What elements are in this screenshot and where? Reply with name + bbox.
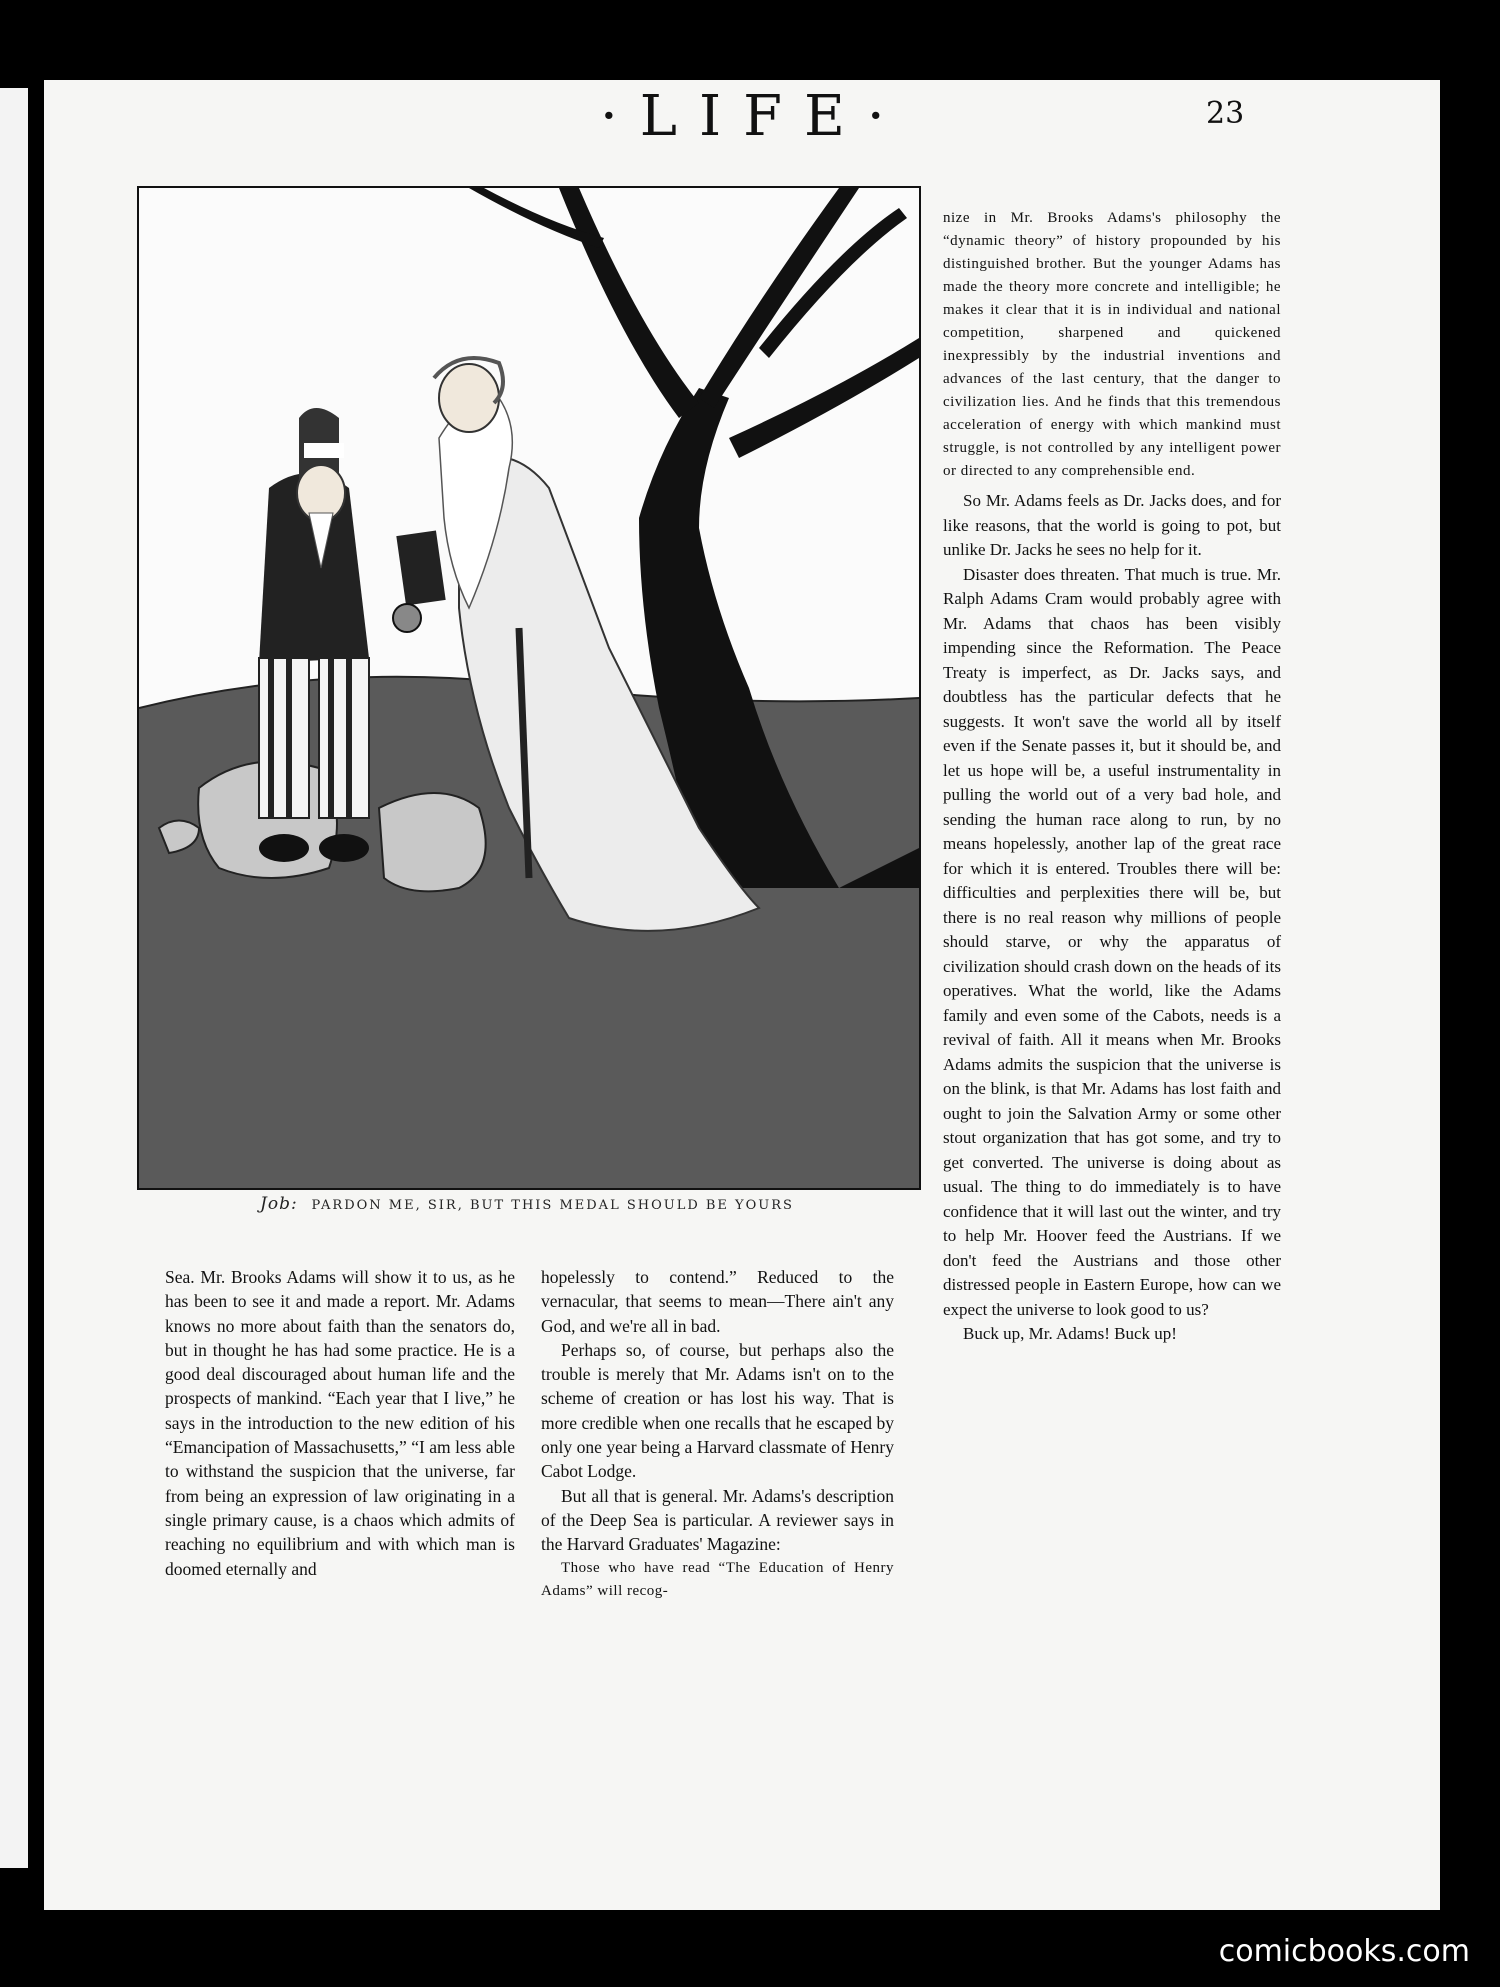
paragraph: But all that is general. Mr. Adams's description of the Deep Sea is particular. A reviewer says in the Harvard Graduates' Magazine: [541,1485,894,1555]
text-column-2 [541,1265,894,1603]
cartoon-drawing [139,188,919,1188]
paragraph: hopelessly to contend.” Reduced to the vernacular, that seems to mean—There ain't any God, and we're all in bad. [541,1267,894,1336]
paragraph: Disaster does threaten. That much is true. Mr. Ralph Adams Cram would probably agree with Mr. Adams that chaos has been visibly impending since the Reformation. The Peace Treaty is imperfect, as Dr. Jacks says, and doubtless has the particular defects that he suggests. It won't save the world all by itself even if the Senate passes it, but it should be, and let us hope will be, a useful instrumentality in pulling the world out of a very bad hole, and sending the human race along to run, by no means hopelessly, another lap of the great race for which it is entered. Troubles there will be: difficulties and perplexities there will be, but there is no real reason why millions of people should starve, or why the apparatus of civilization should crash down on the heads of its operatives. What the world, like the Adams family and even some of the Cabots, needs is a revival of faith. All it means when Mr. Brooks Adams admits the suspicion that the universe is on the blink, is that Mr. Adams has lost faith and ought to join the Salvation Army or some other stout organization that has got some, and try to get converted. The universe is doing about as usual. The thing to do immediately is to have confidence that it will last out the winter, and try to help Mr. Hoover feed the Austrians. If we don't feed the Austrians and those other distressed people in Eastern Europe, how can we expect the universe to look good to us? [943,564,1281,1319]
caption-text: PARDON ME, SIR, BUT THIS MEDAL SHOULD BE YOURS [311,1198,794,1213]
masthead-title: ·LIFE· [600,84,907,149]
text-column-1 [165,1265,515,1581]
page-number: 23 [1206,96,1245,131]
caption-speaker: Job: [260,1194,298,1214]
adjacent-page-edge [0,88,28,1868]
paragraph: Sea. Mr. Brooks Adams will show it to us, as he has been to see it and made a report. Mr. Adams knows no more about faith than the senators do, but in thought he has had some practice. He is a good deal discouraged about human life and the prospects of mankind. “Each year that I live,” he says in the introduction to the new edition of his “Emancipation of Massachusetts,” “I am less able to withstand the suspicion that the universe, far from being an expression of law originating in a single primary cause, is a chaos which admits of reaching no equilibrium and with which man is doomed eternally and [165,1267,515,1579]
cartoon-illustration [137,186,921,1190]
quoted-paragraph: nize in Mr. Brooks Adams's philosophy the “dynamic theory” of history propounded by his distinguished brother. But the younger Adams has made the theory more concrete and intelligible; he makes it clear that it is in individual and national competition, sharpened and quickened inexpressibly by the industrial inventions and advances of the last century, that the danger to civilization lies. And he finds that this tremendous acceleration of energy with which mankind must struggle, is not controlled by any intelligent power or directed to any comprehensible end. [943,210,1281,479]
watermark: comicbooks.com [1218,1934,1470,1969]
paragraph: So Mr. Adams feels as Dr. Jacks does, and for like reasons, that the world is going to pot, but unlike Dr. Jacks he sees no help for it. [943,491,1281,559]
paragraph: Perhaps so, of course, but perhaps also the trouble is merely that Mr. Adams isn't on to the scheme of creation or has lost his way. That is more credible when one recalls that he escaped by only one year being a Harvard classmate of Henry Cabot Lodge. [541,1339,894,1482]
paragraph: Buck up, Mr. Adams! Buck up! [963,1324,1177,1343]
illustration-caption [137,1194,917,1214]
text-column-3 [943,207,1281,1347]
quoted-paragraph: Those who have read “The Education of Henry Adams” will recog- [541,1559,894,1599]
